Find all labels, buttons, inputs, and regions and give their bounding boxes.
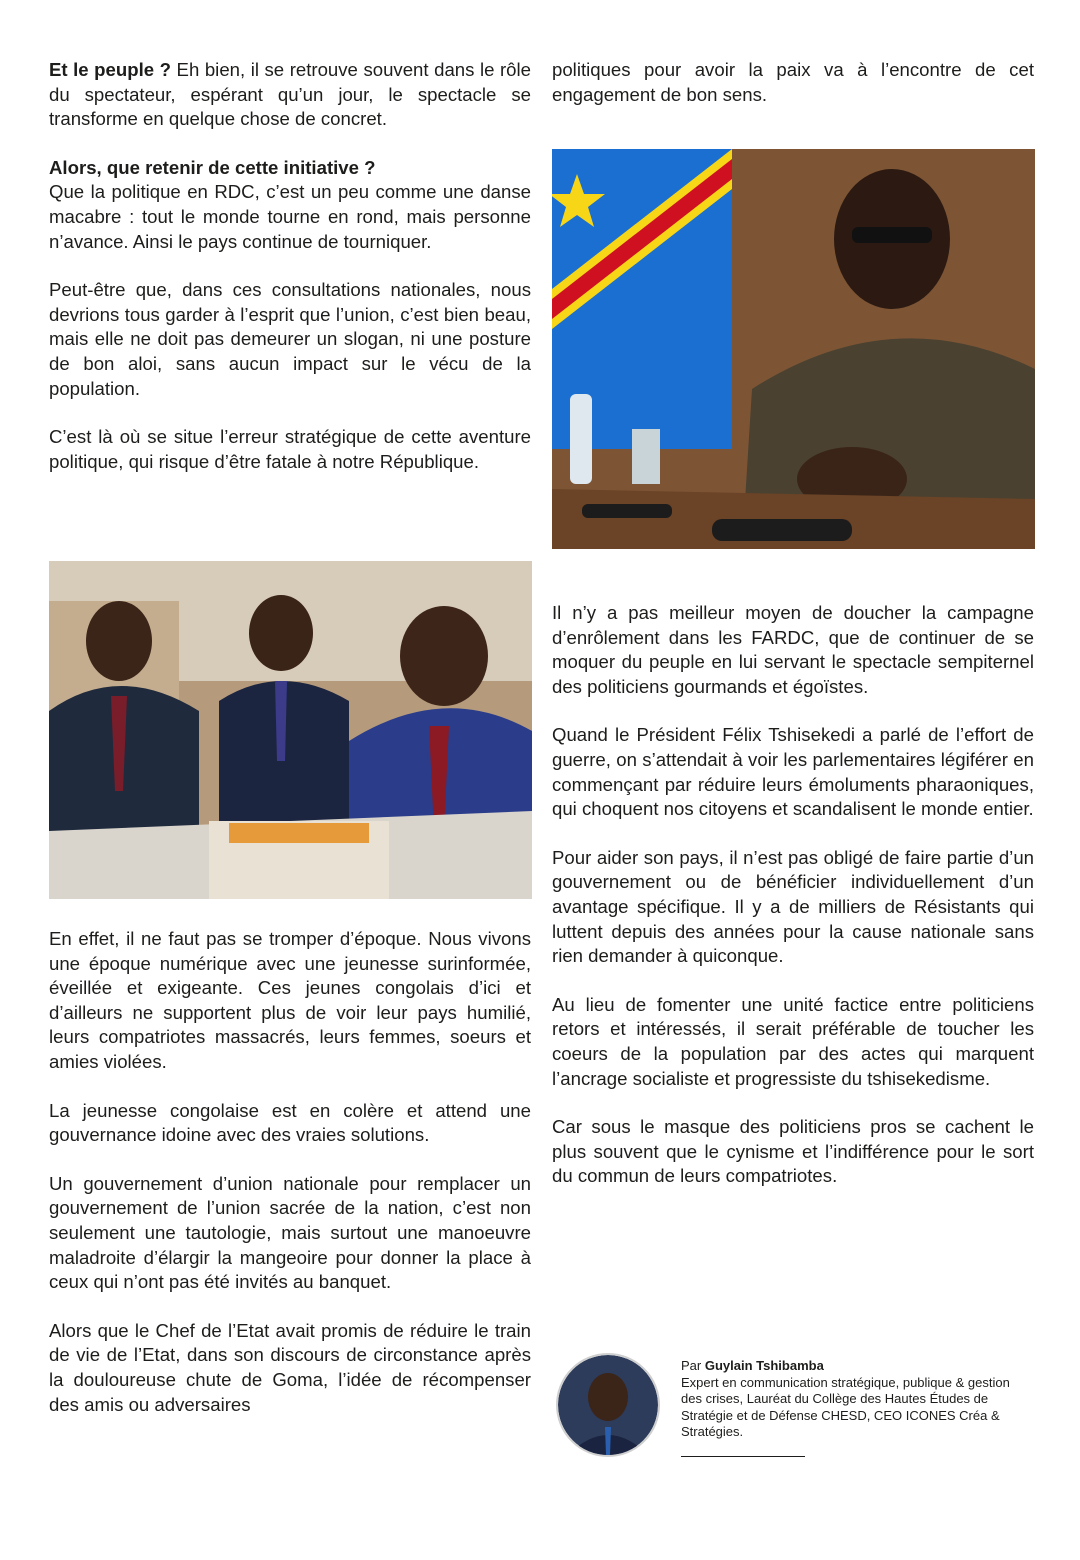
- author-byline: Par Guylain Tshibamba: [681, 1358, 824, 1373]
- right-column-top: [552, 58, 1034, 107]
- paragraph: Pour aider son pays, il n’est pas obligé de faire partie d’un gouvernement ou de bénéficier individuellement d’un avantage spécifique. Il y a de milliers de Résistants qui luttent depuis des années pour la cause nationale sans rien demander à quiconque.: [552, 846, 1034, 967]
- paragraph: Que la politique en RDC, c’est un peu comme une danse macabre : tout le monde tourne en rond, mais personne n’avance. Ainsi le pays continue de tourniquer.: [49, 181, 531, 252]
- author-credit: [681, 1358, 1026, 1441]
- author-divider: [681, 1456, 805, 1457]
- bold-lead: Et le peuple ?: [49, 59, 172, 80]
- paragraph: Il n’y a pas meilleur moyen de doucher la campagne d’enrôlement dans les FARDC, que de continuer de se moquer du peuple en lui servant le spectacle sempiternel des politiciens gourmands et égoïstes.: [552, 602, 1034, 697]
- paragraph: Alors que le Chef de l’Etat avait promis de réduire le train de vie de l’Etat, dans son discours de circonstance après la douloureuse chute de Goma, l’idée de récompenser des amis ou adversaires: [49, 1319, 531, 1415]
- left-column-lower: [49, 927, 531, 1417]
- paragraph: Car sous le masque des politiciens pros se cachent le plus souvent que le cynisme et l’indifférence pour le sort du commun de leurs compatriotes.: [552, 1116, 1034, 1187]
- paragraph: En effet, il ne faut pas se tromper d’époque. Nous vivons une époque numérique avec une jeunesse surinformée, éveillée et exigeante. Ces jeunes congolais d’ici et d’ailleurs ne supportent plus de voir leur pays humilié, leurs compatriotes massacrés, leurs femmes, soeurs et amies violées.: [49, 928, 531, 1072]
- meeting-photo: [49, 561, 532, 899]
- author-name: Guylain Tshibamba: [704, 1358, 824, 1373]
- paragraph: Et le peuple ? Eh bien, il se retrouve souvent dans le rôle du spectateur, espérant qu’un jour, le spectacle se transforme en quelque chose de concret.: [49, 59, 531, 130]
- author-bio: Expert en communication stratégique, publique & gestion des crises, Lauréat du Collège des Hautes Études de Stratégie et de Défense CHESD, CEO ICONES Créa & Stratégies.: [681, 1374, 1010, 1439]
- president-photo: [552, 149, 1035, 549]
- left-column: [49, 58, 531, 474]
- paragraph: politiques pour avoir la paix va à l’encontre de cet engagement de bon sens.: [552, 59, 1034, 105]
- subheading: Alors, que retenir de cette initiative ?: [49, 156, 376, 178]
- author-avatar: [556, 1353, 660, 1457]
- paragraph: Au lieu de fomenter une unité factice entre politiciens retors et intéressés, il serait préférable de toucher les coeurs de la population par des actes qui marquent l’ancrage socialiste et progressiste du tshisekedisme.: [552, 993, 1034, 1089]
- paragraph: Un gouvernement d’union nationale pour remplacer un gouvernement de l’union sacrée de la nation, c’est non seulement une tautologie, mais surtout une manoeuvre maladroite d’élargir la mangeoire pour donner la place à ceux qui n’ont pas été invités au banquet.: [49, 1172, 531, 1293]
- paragraph: Peut-être que, dans ces consultations nationales, nous devrions tous garder à l’esprit que l’union, c’est bien beau, mais elle ne doit pas demeurer un slogan, ni une posture de bon aloi, sans aucun impact sur le vécu de la population.: [49, 279, 531, 399]
- right-column-lower: [552, 601, 1034, 1189]
- paragraph: C’est là où se situe l’erreur stratégique de cette aventure politique, qui risque d’être fatale à notre République.: [49, 426, 531, 472]
- paragraph: La jeunesse congolaise est en colère et attend une gouvernance idoine avec des vraies solutions.: [49, 1099, 531, 1146]
- paragraph: Quand le Président Félix Tshisekedi a parlé de l’effort de guerre, on s’attendait à voir les parlementaires légiférer en commençant par réduire leurs émoluments pharaoniques, qui choquent nos citoyens et scandalisent le monde entier.: [552, 724, 1034, 820]
